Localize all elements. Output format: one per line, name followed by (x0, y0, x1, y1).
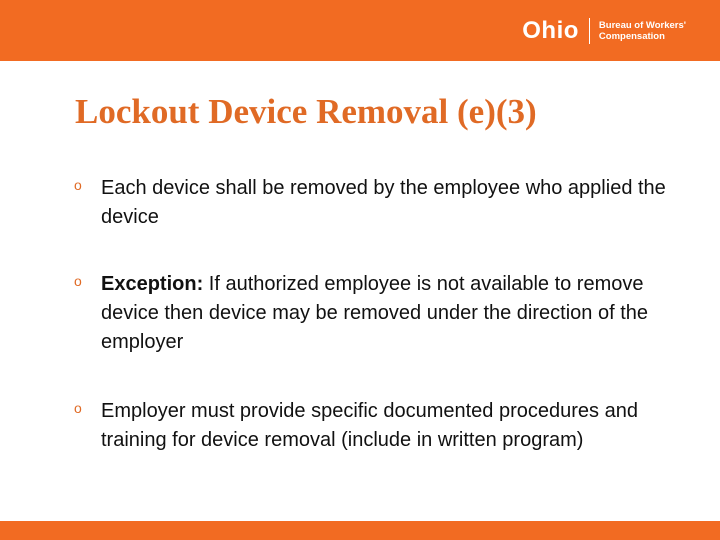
bullet-text (101, 397, 701, 455)
bullet-marker: o (74, 400, 82, 416)
logo-org-line-1: Bureau of Workers' (598, 20, 686, 31)
bullet-lead: Exception: (101, 273, 204, 295)
footer-bar (0, 521, 720, 540)
logo-wordmark: Ohio (522, 17, 579, 44)
slide-title: Lockout Device Removal (e)(3) (75, 92, 537, 131)
bullet-body: Employer must provide specific documented procedures and training for device removal (include in written program) (101, 400, 638, 451)
ohio-bwc-logo (522, 14, 686, 48)
logo-divider (589, 18, 590, 44)
bullet-body: If authorized employee is not available to remove device then device may be removed under the direction of the employer (101, 273, 648, 353)
bullet-text (101, 174, 701, 232)
bullet-marker: o (74, 177, 82, 193)
logo-org-name (599, 20, 686, 42)
header-bar (0, 0, 720, 61)
bullet-body: Each device shall be removed by the employee who applied the device (101, 177, 666, 228)
bullet-text (101, 270, 701, 357)
logo-org-line-2: Compensation (598, 31, 665, 42)
bullet-marker: o (74, 273, 82, 289)
